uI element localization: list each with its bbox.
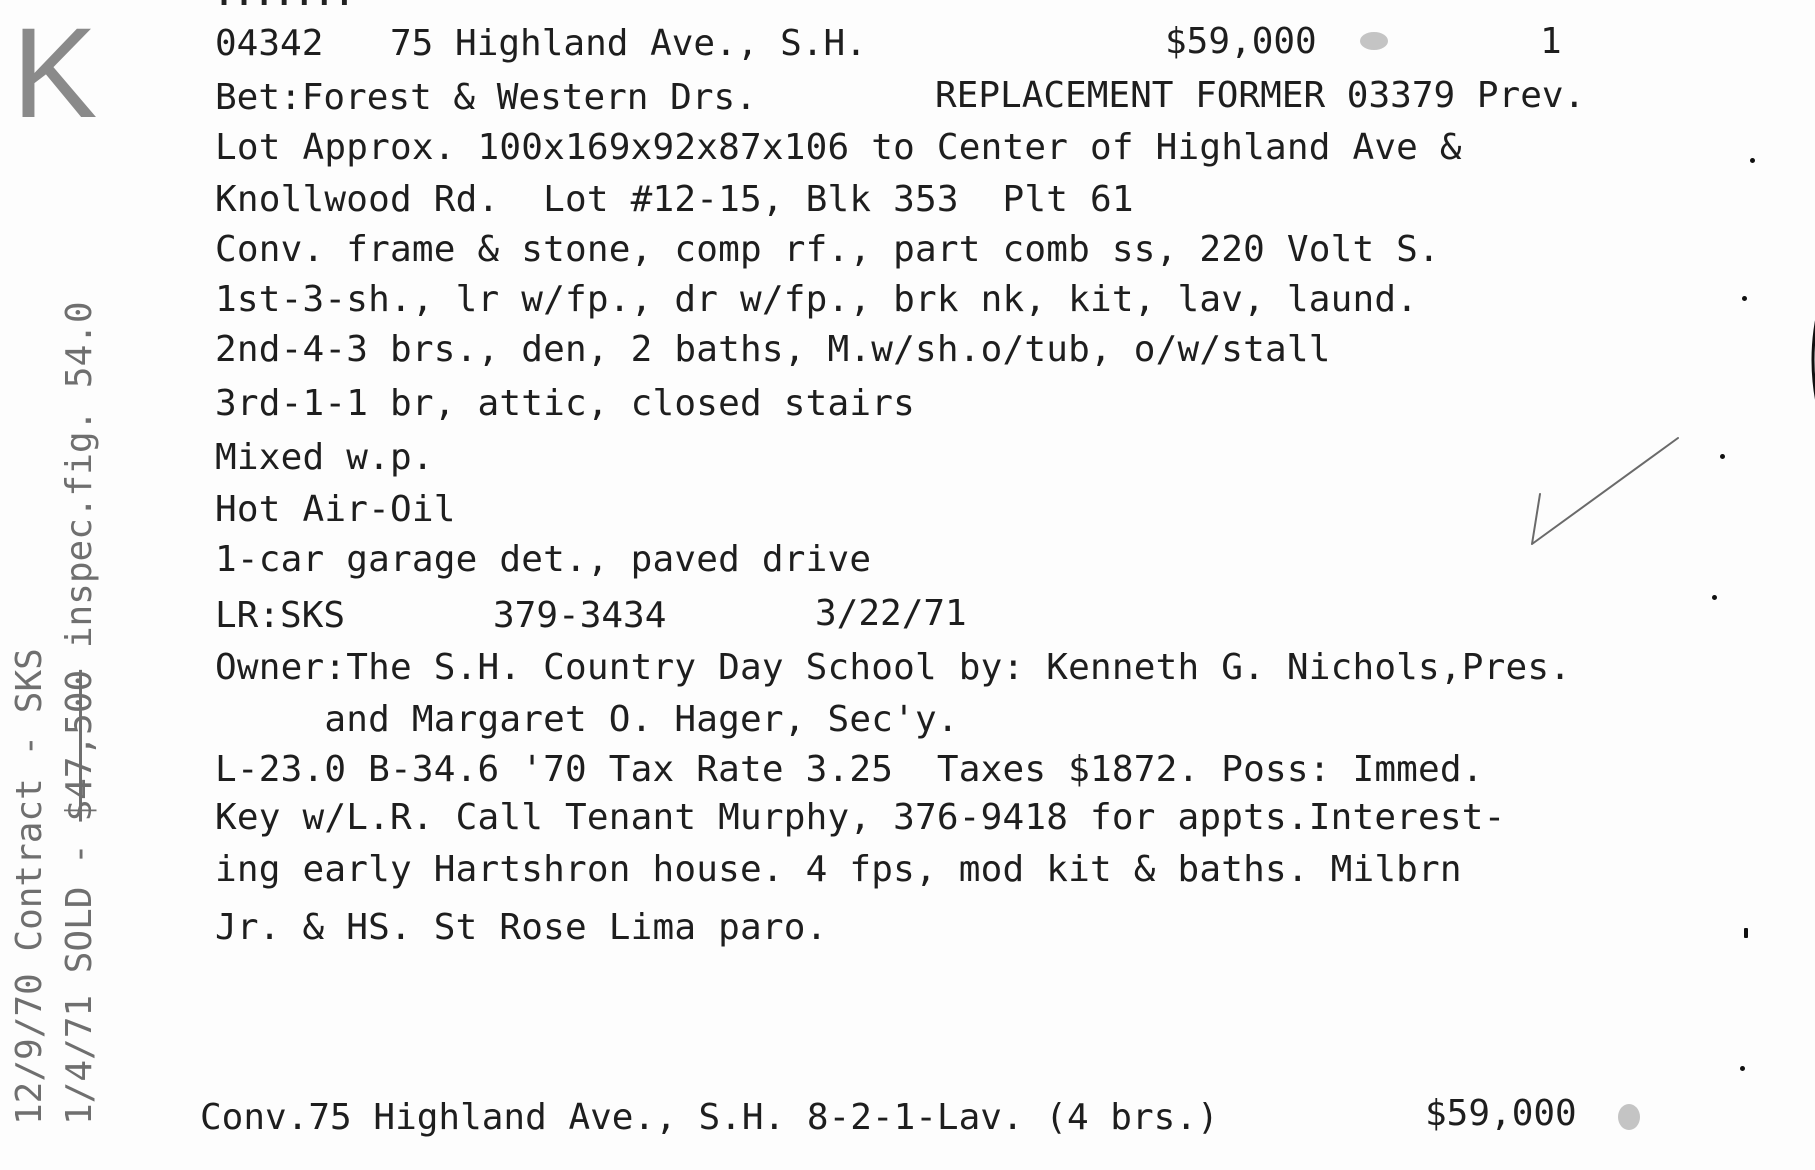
margin-note-sold (59, 301, 100, 1125)
margin-note-contract (9, 648, 50, 1125)
body-line: Hot Air-Oil (215, 489, 456, 530)
body-line: Lot Approx. 100x169x92x87x106 to Center of Highland Ave & (215, 127, 1462, 168)
body-line: 2nd-4-3 brs., den, 2 baths, M.w/sh.o/tub, o/w/stall (215, 329, 1331, 370)
remarks-line: Key w/L.R. Call Tenant Murphy, 376-9418 for appts.Interest- (215, 797, 1506, 838)
edge-mark (1744, 928, 1748, 938)
margin-note-sold-struck-price: $47,500 (59, 669, 100, 822)
edge-mark (1720, 454, 1725, 459)
remarks-line: ing early Hartshron house. 4 fps, mod kit & baths. Milbrn (215, 849, 1462, 890)
body-line: 3rd-1-1 br, attic, closed stairs (215, 383, 915, 424)
body-line: Mixed w.p. (215, 437, 434, 478)
footer-summary: Conv.75 Highland Ave., S.H. 8-2-1-Lav. (4 brs.) (200, 1097, 1219, 1138)
listing-number: 04342 (215, 23, 324, 64)
owner-line: Owner:The S.H. Country Day School by: Kenneth G. Nichols,Pres. (215, 647, 1572, 688)
edge-mark (1740, 1066, 1745, 1071)
remarks-line: L-23.0 B-34.6 '70 Tax Rate 3.25 Taxes $1872. Poss: Immed. (215, 749, 1484, 790)
margin-note-contract-text: 12/9/70 Contract - SKS (9, 648, 50, 1125)
edge-mark (1750, 158, 1755, 163)
ink-smudge (1618, 1104, 1640, 1130)
footer-price: $59,000 (1425, 1093, 1577, 1134)
card-edge-curve (1803, 300, 1815, 420)
between-streets: Bet:Forest & Western Drs. (215, 77, 757, 118)
body-line: 1-car garage det., paved drive (215, 539, 872, 580)
body-line: Conv. frame & stone, comp rf., part comb ss, 220 Volt S. (215, 229, 1440, 270)
body-line: Knollwood Rd. Lot #12-15, Blk 353 Plt 61 (215, 179, 1134, 220)
edge-mark (1742, 296, 1747, 301)
listing-phone: 379-3434 (493, 595, 667, 636)
listing-realtor: LR:SKS (215, 595, 346, 636)
margin-note-sold-suffix: inspec.fig. 54.0 (59, 301, 100, 670)
tab-letter: K (12, 2, 98, 145)
check-mark-icon (1530, 432, 1680, 547)
body-line: 1st-3-sh., lr w/fp., dr w/fp., brk nk, kit, lav, laund. (215, 279, 1419, 320)
ink-smudge (1360, 32, 1388, 50)
owner-line: and Margaret O. Hager, Sec'y. (215, 699, 959, 740)
listing-date: 3/22/71 (815, 593, 967, 634)
remarks-line: Jr. & HS. St Rose Lima paro. (215, 907, 828, 948)
replacement-note: REPLACEMENT FORMER 03379 Prev. (935, 75, 1586, 116)
header-price: $59,000 (1165, 21, 1317, 62)
card-number: 1 (1540, 21, 1562, 62)
edge-mark (1712, 595, 1717, 600)
top-dots: ······· (215, 0, 356, 21)
margin-note-sold-prefix: 1/4/71 SOLD - (59, 821, 100, 1125)
header-address: 75 Highland Ave., S.H. (390, 23, 867, 64)
